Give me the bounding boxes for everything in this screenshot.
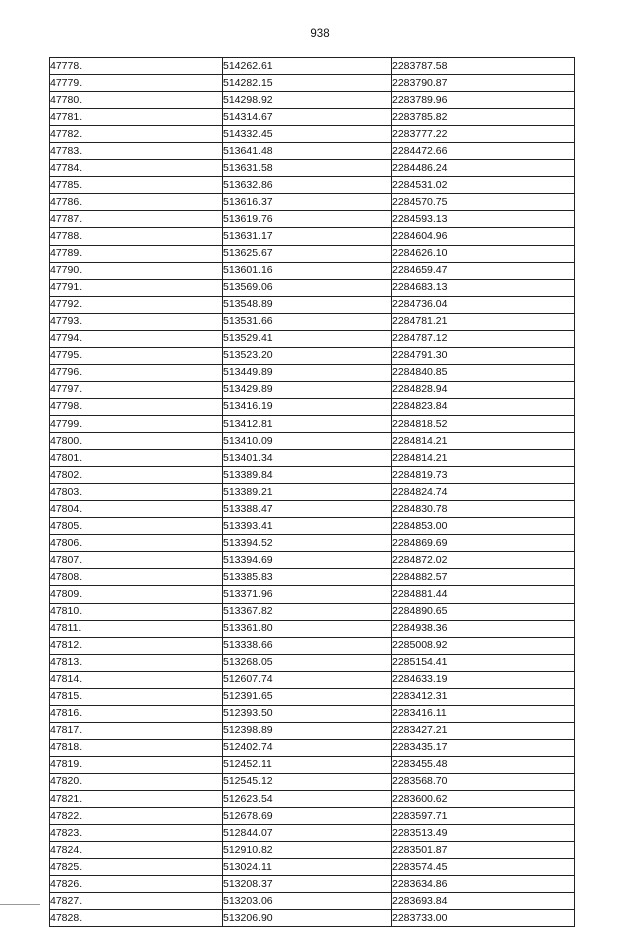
northing-cell: 2283416.11 bbox=[392, 705, 575, 722]
northing-cell: 2283455.48 bbox=[392, 756, 575, 773]
northing-cell: 2283777.22 bbox=[392, 126, 575, 143]
point-number-cell: 47798. bbox=[50, 398, 223, 415]
northing-cell: 2284472.66 bbox=[392, 143, 575, 160]
easting-cell: 513385.83 bbox=[223, 569, 392, 586]
easting-cell: 513024.11 bbox=[223, 859, 392, 876]
northing-cell: 2284830.78 bbox=[392, 501, 575, 518]
easting-cell: 512910.82 bbox=[223, 842, 392, 859]
point-number-cell: 47800. bbox=[50, 433, 223, 450]
northing-cell: 2284683.13 bbox=[392, 279, 575, 296]
point-number-cell: 47810. bbox=[50, 603, 223, 620]
northing-cell: 2283568.70 bbox=[392, 773, 575, 790]
easting-cell: 513616.37 bbox=[223, 194, 392, 211]
easting-cell: 514332.45 bbox=[223, 126, 392, 143]
easting-cell: 513203.06 bbox=[223, 893, 392, 910]
easting-cell: 513523.20 bbox=[223, 347, 392, 364]
northing-cell: 2283785.82 bbox=[392, 109, 575, 126]
northing-cell: 2284486.24 bbox=[392, 160, 575, 177]
point-number-cell: 47786. bbox=[50, 194, 223, 211]
table-row bbox=[50, 569, 575, 586]
northing-cell: 2285154.41 bbox=[392, 654, 575, 671]
northing-cell: 2284626.10 bbox=[392, 245, 575, 262]
point-number-cell: 47820. bbox=[50, 773, 223, 790]
table-row bbox=[50, 398, 575, 415]
table-row bbox=[50, 518, 575, 535]
point-number-cell: 47782. bbox=[50, 126, 223, 143]
northing-cell: 2284828.94 bbox=[392, 381, 575, 398]
easting-cell: 514314.67 bbox=[223, 109, 392, 126]
point-number-cell: 47816. bbox=[50, 705, 223, 722]
point-number-cell: 47803. bbox=[50, 484, 223, 501]
point-number-cell: 47809. bbox=[50, 586, 223, 603]
easting-cell: 513412.81 bbox=[223, 415, 392, 432]
point-number-cell: 47781. bbox=[50, 109, 223, 126]
table-row bbox=[50, 688, 575, 705]
point-number-cell: 47812. bbox=[50, 637, 223, 654]
northing-cell: 2284659.47 bbox=[392, 262, 575, 279]
easting-cell: 513429.89 bbox=[223, 381, 392, 398]
table-row bbox=[50, 279, 575, 296]
point-number-cell: 47815. bbox=[50, 688, 223, 705]
table-row bbox=[50, 637, 575, 654]
point-number-cell: 47811. bbox=[50, 620, 223, 637]
northing-cell: 2283600.62 bbox=[392, 791, 575, 808]
point-number-cell: 47795. bbox=[50, 347, 223, 364]
table-row bbox=[50, 791, 575, 808]
table-row bbox=[50, 722, 575, 739]
easting-cell: 514282.15 bbox=[223, 75, 392, 92]
northing-cell: 2284791.30 bbox=[392, 347, 575, 364]
table-row bbox=[50, 211, 575, 228]
northing-cell: 2284819.73 bbox=[392, 467, 575, 484]
northing-cell: 2283412.31 bbox=[392, 688, 575, 705]
easting-cell: 512623.54 bbox=[223, 791, 392, 808]
easting-cell: 513529.41 bbox=[223, 330, 392, 347]
point-number-cell: 47808. bbox=[50, 569, 223, 586]
point-number-cell: 47789. bbox=[50, 245, 223, 262]
northing-cell: 2284872.02 bbox=[392, 552, 575, 569]
table-row bbox=[50, 347, 575, 364]
table-row bbox=[50, 739, 575, 756]
table-row bbox=[50, 262, 575, 279]
table-row bbox=[50, 859, 575, 876]
easting-cell: 513449.89 bbox=[223, 364, 392, 381]
northing-cell: 2283693.84 bbox=[392, 893, 575, 910]
easting-cell: 512545.12 bbox=[223, 773, 392, 790]
easting-cell: 512398.89 bbox=[223, 722, 392, 739]
point-number-cell: 47801. bbox=[50, 450, 223, 467]
northing-cell: 2283787.58 bbox=[392, 58, 575, 75]
easting-cell: 513569.06 bbox=[223, 279, 392, 296]
point-number-cell: 47794. bbox=[50, 330, 223, 347]
table-row bbox=[50, 433, 575, 450]
point-number-cell: 47779. bbox=[50, 75, 223, 92]
northing-cell: 2284736.04 bbox=[392, 296, 575, 313]
easting-cell: 513393.41 bbox=[223, 518, 392, 535]
easting-cell: 513208.37 bbox=[223, 876, 392, 893]
point-number-cell: 47778. bbox=[50, 58, 223, 75]
northing-cell: 2284781.21 bbox=[392, 313, 575, 330]
easting-cell: 512393.50 bbox=[223, 705, 392, 722]
easting-cell: 513394.52 bbox=[223, 535, 392, 552]
table-row bbox=[50, 552, 575, 569]
easting-cell: 513410.09 bbox=[223, 433, 392, 450]
table-row bbox=[50, 603, 575, 620]
table-row bbox=[50, 381, 575, 398]
easting-cell: 512402.74 bbox=[223, 739, 392, 756]
northing-cell: 2283501.87 bbox=[392, 842, 575, 859]
easting-cell: 513394.69 bbox=[223, 552, 392, 569]
northing-cell: 2284570.75 bbox=[392, 194, 575, 211]
table-row bbox=[50, 228, 575, 245]
table-row bbox=[50, 58, 575, 75]
northing-cell: 2283427.21 bbox=[392, 722, 575, 739]
table-row bbox=[50, 501, 575, 518]
table-row bbox=[50, 143, 575, 160]
northing-cell: 2284593.13 bbox=[392, 211, 575, 228]
easting-cell: 513625.67 bbox=[223, 245, 392, 262]
table-row bbox=[50, 484, 575, 501]
point-number-cell: 47783. bbox=[50, 143, 223, 160]
point-number-cell: 47824. bbox=[50, 842, 223, 859]
easting-cell: 513531.66 bbox=[223, 313, 392, 330]
table-row bbox=[50, 620, 575, 637]
point-number-cell: 47814. bbox=[50, 671, 223, 688]
table-row bbox=[50, 415, 575, 432]
easting-cell: 514298.92 bbox=[223, 92, 392, 109]
point-number-cell: 47823. bbox=[50, 825, 223, 842]
northing-cell: 2283597.71 bbox=[392, 808, 575, 825]
easting-cell: 512678.69 bbox=[223, 808, 392, 825]
easting-cell: 513548.89 bbox=[223, 296, 392, 313]
easting-cell: 513631.58 bbox=[223, 160, 392, 177]
easting-cell: 513631.17 bbox=[223, 228, 392, 245]
point-number-cell: 47780. bbox=[50, 92, 223, 109]
point-number-cell: 47797. bbox=[50, 381, 223, 398]
table-row bbox=[50, 194, 575, 211]
easting-cell: 512607.74 bbox=[223, 671, 392, 688]
northing-cell: 2283789.96 bbox=[392, 92, 575, 109]
point-number-cell: 47790. bbox=[50, 262, 223, 279]
table-row bbox=[50, 450, 575, 467]
northing-cell: 2284890.65 bbox=[392, 603, 575, 620]
point-number-cell: 47807. bbox=[50, 552, 223, 569]
point-number-cell: 47787. bbox=[50, 211, 223, 228]
easting-cell: 513367.82 bbox=[223, 603, 392, 620]
point-number-cell: 47817. bbox=[50, 722, 223, 739]
northing-cell: 2284840.85 bbox=[392, 364, 575, 381]
easting-cell: 512844.07 bbox=[223, 825, 392, 842]
easting-cell: 513416.19 bbox=[223, 398, 392, 415]
point-number-cell: 47791. bbox=[50, 279, 223, 296]
point-number-cell: 47785. bbox=[50, 177, 223, 194]
northing-cell: 2283733.00 bbox=[392, 910, 575, 927]
point-number-cell: 47792. bbox=[50, 296, 223, 313]
table-row bbox=[50, 808, 575, 825]
point-number-cell: 47806. bbox=[50, 535, 223, 552]
northing-cell: 2284882.57 bbox=[392, 569, 575, 586]
table-row bbox=[50, 705, 575, 722]
northing-cell: 2284853.00 bbox=[392, 518, 575, 535]
point-number-cell: 47826. bbox=[50, 876, 223, 893]
table-row bbox=[50, 330, 575, 347]
table-row bbox=[50, 586, 575, 603]
easting-cell: 513389.21 bbox=[223, 484, 392, 501]
easting-cell: 513371.96 bbox=[223, 586, 392, 603]
northing-cell: 2284531.02 bbox=[392, 177, 575, 194]
table-row bbox=[50, 160, 575, 177]
easting-cell: 513601.16 bbox=[223, 262, 392, 279]
point-number-cell: 47796. bbox=[50, 364, 223, 381]
easting-cell: 513338.66 bbox=[223, 637, 392, 654]
table-row bbox=[50, 75, 575, 92]
point-number-cell: 47818. bbox=[50, 739, 223, 756]
easting-cell: 513206.90 bbox=[223, 910, 392, 927]
table-row bbox=[50, 671, 575, 688]
northing-cell: 2283435.17 bbox=[392, 739, 575, 756]
table-row bbox=[50, 825, 575, 842]
coordinates-table bbox=[49, 57, 575, 927]
easting-cell: 513401.34 bbox=[223, 450, 392, 467]
page-number: 938 bbox=[310, 28, 330, 40]
northing-cell: 2283513.49 bbox=[392, 825, 575, 842]
easting-cell: 512452.11 bbox=[223, 756, 392, 773]
northing-cell: 2283574.45 bbox=[392, 859, 575, 876]
table-row bbox=[50, 467, 575, 484]
point-number-cell: 47821. bbox=[50, 791, 223, 808]
easting-cell: 512391.65 bbox=[223, 688, 392, 705]
northing-cell: 2284633.19 bbox=[392, 671, 575, 688]
easting-cell: 513641.48 bbox=[223, 143, 392, 160]
point-number-cell: 47827. bbox=[50, 893, 223, 910]
table-row bbox=[50, 92, 575, 109]
northing-cell: 2284604.96 bbox=[392, 228, 575, 245]
easting-cell: 513619.76 bbox=[223, 211, 392, 228]
easting-cell: 513632.86 bbox=[223, 177, 392, 194]
point-number-cell: 47802. bbox=[50, 467, 223, 484]
easting-cell: 513361.80 bbox=[223, 620, 392, 637]
easting-cell: 514262.61 bbox=[223, 58, 392, 75]
table-row bbox=[50, 893, 575, 910]
table-row bbox=[50, 109, 575, 126]
table-row bbox=[50, 126, 575, 143]
point-number-cell: 47819. bbox=[50, 756, 223, 773]
northing-cell: 2284869.69 bbox=[392, 535, 575, 552]
table-row bbox=[50, 296, 575, 313]
table-row bbox=[50, 876, 575, 893]
northing-cell: 2284787.12 bbox=[392, 330, 575, 347]
northing-cell: 2284938.36 bbox=[392, 620, 575, 637]
northing-cell: 2283790.87 bbox=[392, 75, 575, 92]
easting-cell: 513389.84 bbox=[223, 467, 392, 484]
table-row bbox=[50, 910, 575, 927]
table-row bbox=[50, 756, 575, 773]
northing-cell: 2284818.52 bbox=[392, 415, 575, 432]
table-row bbox=[50, 842, 575, 859]
table-row bbox=[50, 773, 575, 790]
point-number-cell: 47828. bbox=[50, 910, 223, 927]
point-number-cell: 47799. bbox=[50, 415, 223, 432]
northing-cell: 2284814.21 bbox=[392, 433, 575, 450]
point-number-cell: 47822. bbox=[50, 808, 223, 825]
northing-cell: 2285008.92 bbox=[392, 637, 575, 654]
point-number-cell: 47804. bbox=[50, 501, 223, 518]
table-row bbox=[50, 245, 575, 262]
table-row bbox=[50, 535, 575, 552]
point-number-cell: 47788. bbox=[50, 228, 223, 245]
table-row bbox=[50, 364, 575, 381]
northing-cell: 2284881.44 bbox=[392, 586, 575, 603]
table-row bbox=[50, 654, 575, 671]
point-number-cell: 47805. bbox=[50, 518, 223, 535]
northing-cell: 2283634.86 bbox=[392, 876, 575, 893]
easting-cell: 513388.47 bbox=[223, 501, 392, 518]
easting-cell: 513268.05 bbox=[223, 654, 392, 671]
table-row bbox=[50, 177, 575, 194]
point-number-cell: 47793. bbox=[50, 313, 223, 330]
northing-cell: 2284814.21 bbox=[392, 450, 575, 467]
point-number-cell: 47784. bbox=[50, 160, 223, 177]
table-row bbox=[50, 313, 575, 330]
point-number-cell: 47813. bbox=[50, 654, 223, 671]
northing-cell: 2284824.74 bbox=[392, 484, 575, 501]
point-number-cell: 47825. bbox=[50, 859, 223, 876]
coordinates-table-body bbox=[50, 58, 575, 927]
northing-cell: 2284823.84 bbox=[392, 398, 575, 415]
